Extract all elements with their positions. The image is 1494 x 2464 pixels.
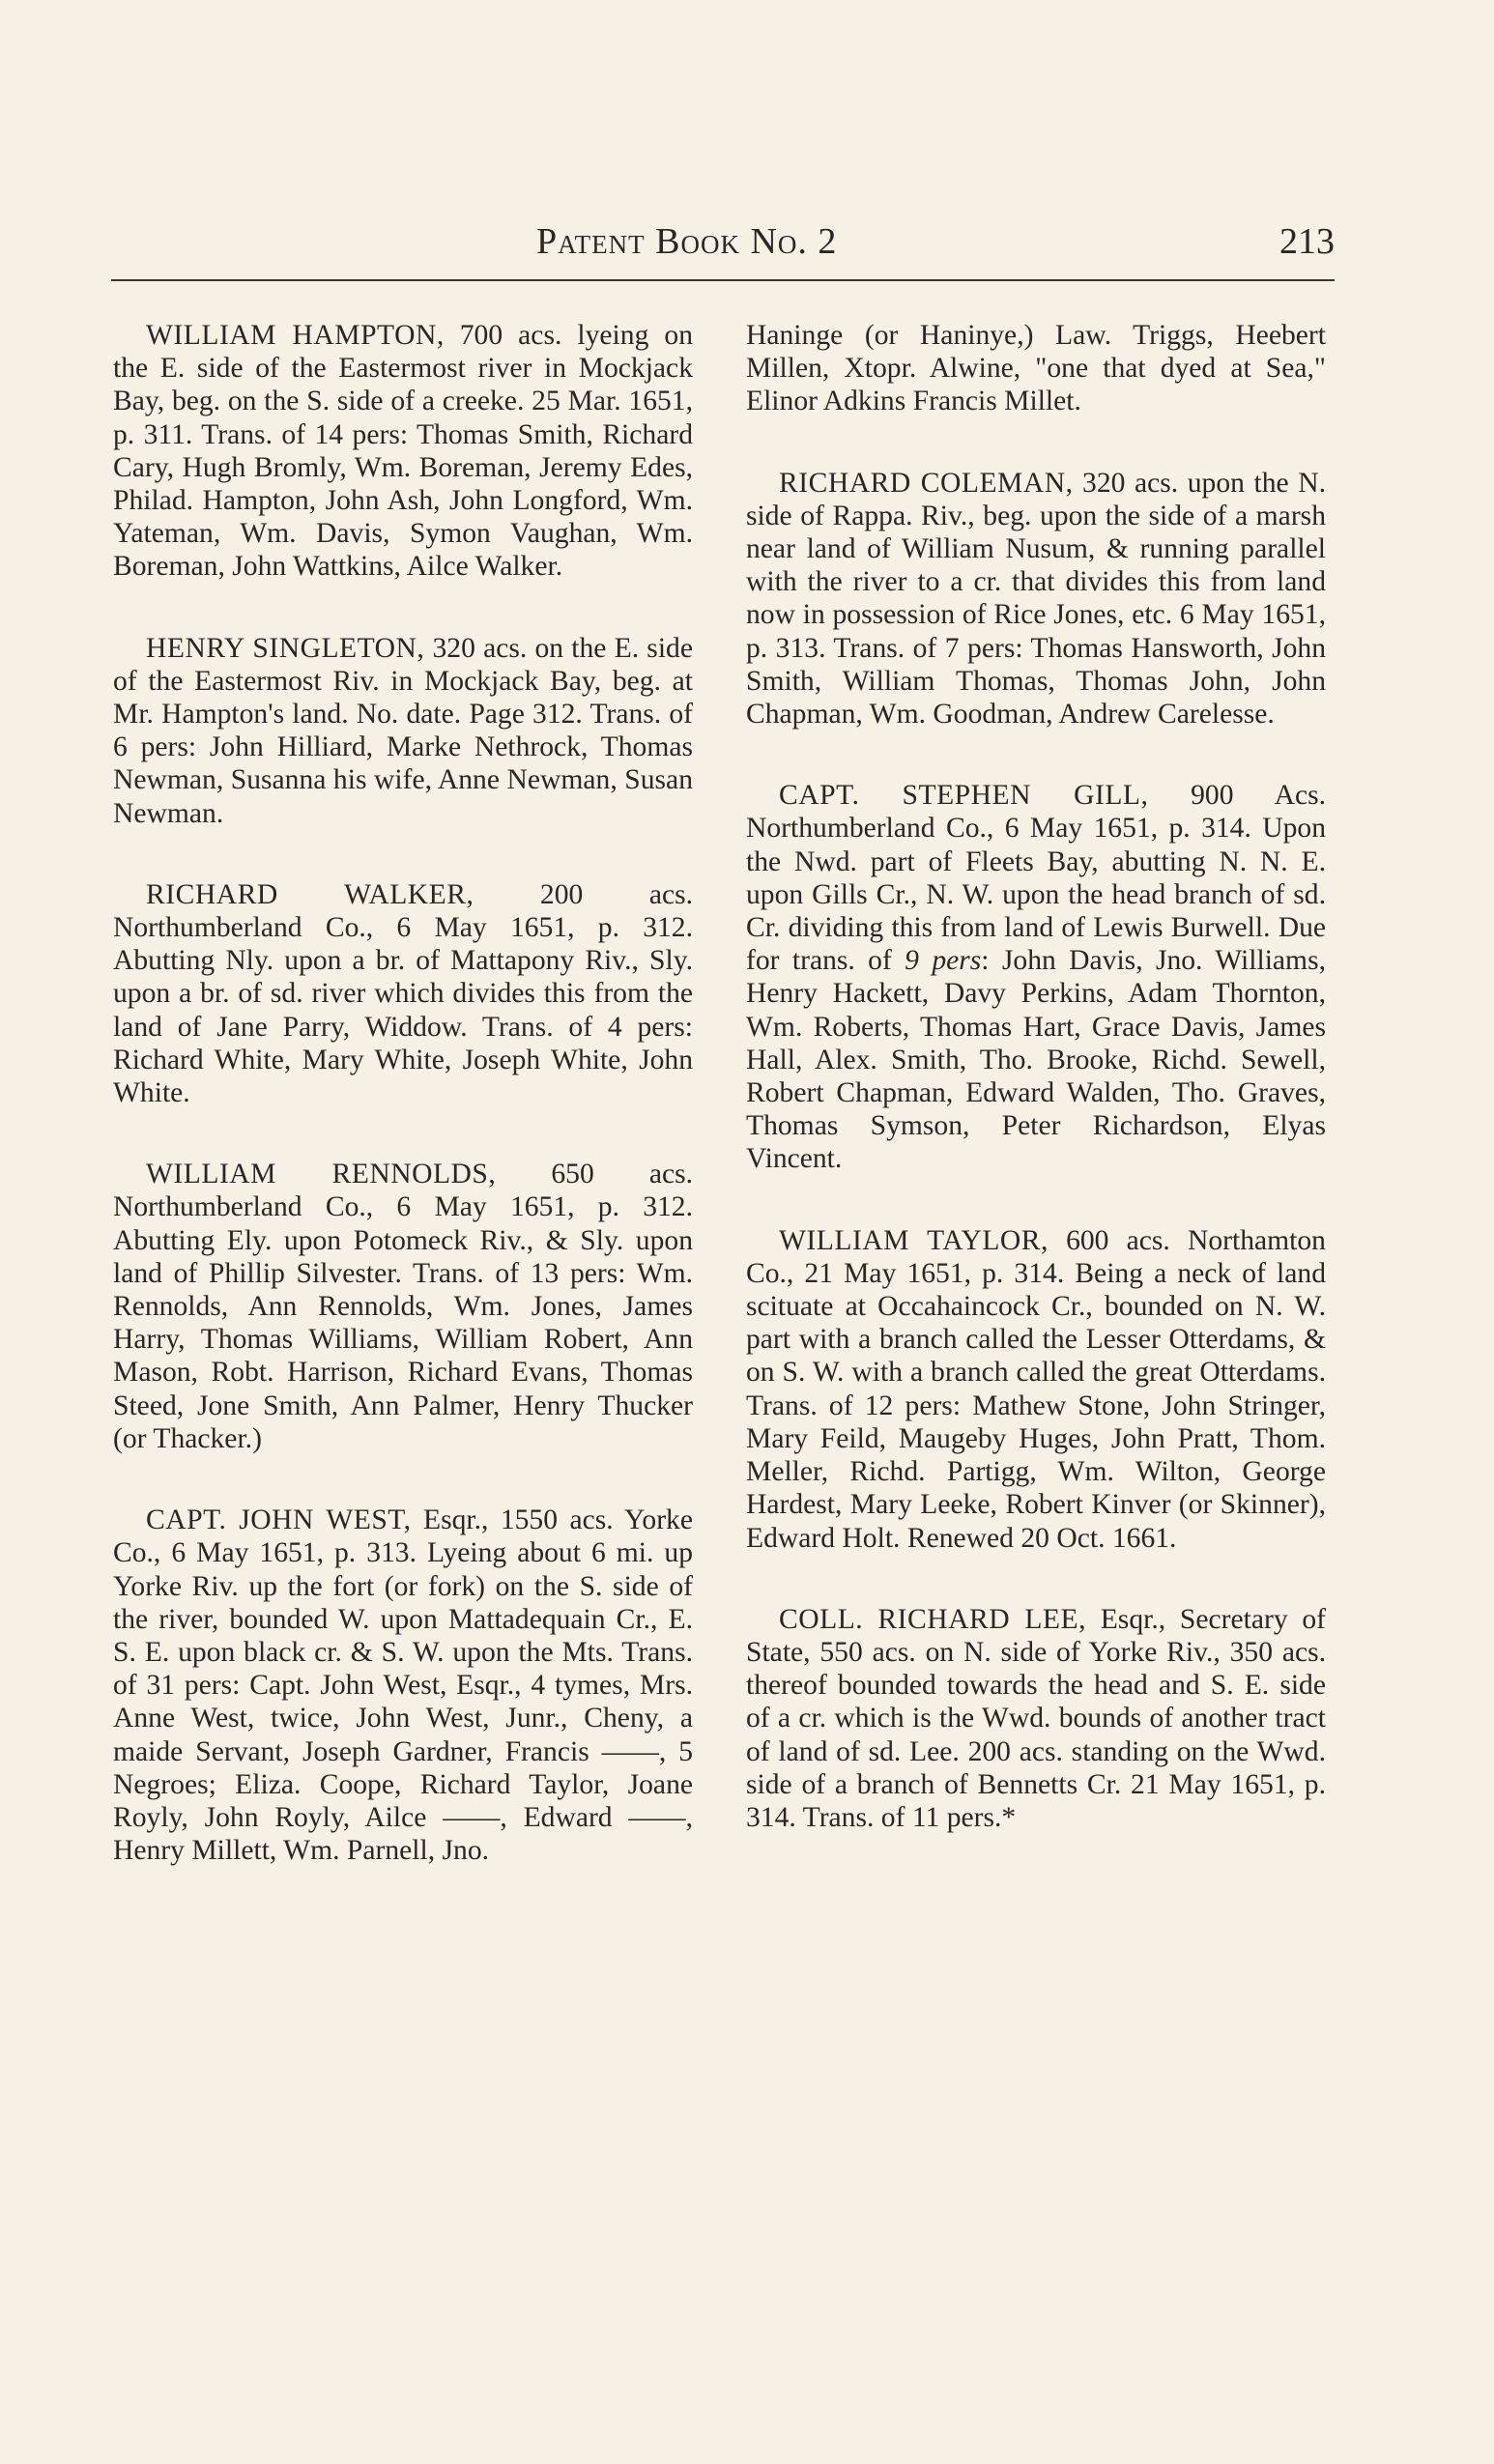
- entry-text: 200 acs. Northumberland Co., 6 May 1651, p. 312. Abutting Nly. upon a br. of Mattapony Riv., Sly. upon a br. of sd. river which divides this from the land of Jane Parry, Widdow. Trans. of 4 pers: Richard White, Mary White, Joseph White, John White.: [113, 878, 693, 1109]
- running-title: Patent Book No. 2: [536, 221, 838, 262]
- entry-name: HENRY SINGLETON,: [146, 632, 425, 664]
- entry-name: WILLIAM RENNOLDS,: [146, 1159, 497, 1190]
- entry-text: 600 acs. Northamton Co., 21 May 1651, p. 314. Being a neck of land scituate at Occahaincock Cr., bounded on N. W. part with a branch called the Lesser Otterdams, & on S. W. with a branch called the great Otterdams. Trans. of 12 pers: Mathew Stone, John Stringer, Mary Feild, Maugeby Huges, John Pratt, Thom. Meller, Richd. Partigg, Wm. Wilton, George Hardest, Mary Leeke, Robert Kinver (or Skinner), Edward Holt. Renewed 20 Oct. 1661.: [746, 1224, 1326, 1554]
- patent-entry-john-west: [113, 1504, 693, 1867]
- entry-text: 650 acs. Northumberland Co., 6 May 1651, p. 312. Abutting Ely. upon Potomeck Riv., & Sly. upon land of Phillip Silvester. Trans. of 13 pers: Wm. Rennolds, Ann Rennolds, Wm. Jones, James Harry, Thomas Williams, William Robert, Ann Mason, Robt. Harrison, Richard Evans, Thomas Steed, Jone Smith, Ann Palmer, Henry Thucker (or Thacker.): [113, 1159, 694, 1454]
- patent-entry-continuation: Haninge (or Haninye,) Law. Triggs, Heebert Millen, Xtopr. Alwine, "one that dyed at Sea," Elinor Adkins Francis Millet.: [746, 320, 1326, 417]
- patent-entry-william-taylor: [746, 1224, 1326, 1555]
- patent-entry-richard-walker: [113, 878, 693, 1109]
- entry-name: WILLIAM HAMPTON,: [146, 320, 445, 351]
- header-rule: [111, 279, 1335, 281]
- entry-text: 700 acs. lyeing on the E. side of the Eastermost river in Mockjack Bay, beg. on the S. side of a creeke. 25 Mar. 1651, p. 311. Trans. of 14 pers: Thomas Smith, Richard Cary, Hugh Bromly, Wm. Boreman, Jeremy Edes, Philad. Hampton, John Ash, John Longford, Wm. Yateman, Wm. Davis, Symon Vaughan, Wm. Boreman, John Wattkins, Ailce Walker.: [113, 320, 693, 583]
- entry-name: CAPT. JOHN WEST,: [146, 1504, 412, 1536]
- patent-entry-william-rennolds: [113, 1158, 693, 1455]
- entry-text-after: : John Davis, Jno. Williams, Henry Hackett, Davy Perkins, Adam Thornton, Wm. Roberts, Thomas Hart, Grace Davis, James Hall, Alex. Smith, Tho. Brooke, Richd. Sewell, Robert Chapman, Edward Walden, Tho. Graves, Thomas Symson, Peter Richardson, Elyas Vincent.: [746, 945, 1326, 1175]
- left-column: [113, 319, 693, 1915]
- patent-entry-stephen-gill: [746, 779, 1326, 1175]
- entry-text: 900 Acs. Northumberland Co., 6 May 1651, p. 314. Upon the Nwd. part of Fleets Bay, abutting N. N. E. upon Gills Cr., N. W. upon the head branch of sd. Cr. dividing this from land of Lewis Burwell. Due for trans. of: [746, 780, 1326, 977]
- patent-entry-richard-coleman: [746, 467, 1326, 731]
- entry-name: RICHARD WALKER,: [146, 878, 474, 910]
- entry-text: 320 acs. on the E. side of the Eastermost Riv. in Mockjack Bay, beg. at Mr. Hampton's land. No. date. Page 312. Trans. of 6 pers: John Hilliard, Marke Nethrock, Thomas Newman, Susanna his wife, Anne Newman, Susan Newman.: [113, 632, 693, 829]
- entry-text: Esqr., Secretary of State, 550 acs. on N. side of Yorke Riv., 350 acs. thereof bounded towards the head and S. E. side of a cr. which is the Wwd. bounds of another tract of land of sd. Lee. 200 acs. standing on the Wwd. side of a branch of Bennetts Cr. 21 May 1651, p. 314. Trans. of 11 pers.*: [746, 1603, 1327, 1833]
- entry-italic-text: 9 pers: [905, 945, 982, 977]
- page-number: 213: [1279, 221, 1335, 262]
- patent-entry-richard-lee: [746, 1603, 1326, 1834]
- patent-entry-william-hampton: [113, 319, 693, 584]
- entry-name: RICHARD COLEMAN,: [779, 467, 1074, 499]
- entry-name: WILLIAM TAYLOR,: [779, 1224, 1049, 1256]
- entry-text: 320 acs. upon the N. side of Rappa. Riv., beg. upon the side of a marsh near land of William Nusum, & running parallel with the river to a cr. that divides this from land now in possession of Rice Jones, etc. 6 May 1651, p. 313. Trans. of 7 pers: Thomas Hansworth, John Smith, William Thomas, Thomas John, John Chapman, Wm. Goodman, Andrew Carelesse.: [746, 467, 1326, 731]
- page-header: [111, 215, 1335, 269]
- entry-name: COLL. RICHARD LEE,: [779, 1603, 1086, 1635]
- entry-text: Esqr., 1550 acs. Yorke Co., 6 May 1651, p. 313. Lyeing about 6 mi. up Yorke Riv. up the fort (or fork) on the S. side of the river, bounded W. upon Mattadequain Cr., E. S. E. upon black cr. & S. W. upon the Mts. Trans. of 31 pers: Capt. John West, Esqr., 4 tymes, Mrs. Anne West, twice, John West, Junr., Cheny, a maide Servant, Joseph Gardner, Francis ——, 5 Negroes; Eliza. Coope, Richard Taylor, Joane Royly, John Royly, Ailce ——, Edward ——, Henry Millett, Wm. Parnell, Jno.: [113, 1504, 693, 1867]
- right-column: [746, 319, 1326, 1882]
- entry-name: CAPT. STEPHEN GILL,: [779, 780, 1149, 812]
- patent-entry-henry-singleton: [113, 632, 693, 830]
